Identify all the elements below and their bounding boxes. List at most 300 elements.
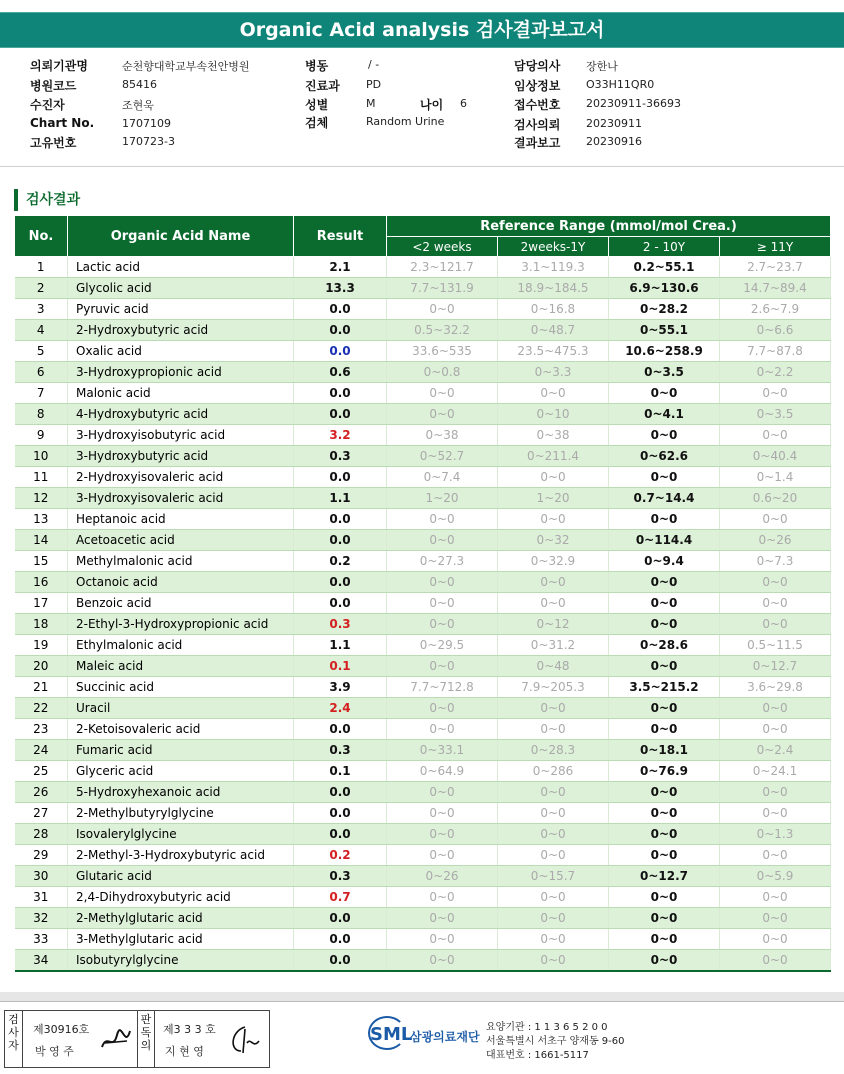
row-ref-2weeks-1y: 0~3.3	[498, 362, 609, 383]
row-ref-lt2weeks: 0~0	[387, 383, 498, 404]
table-row	[15, 320, 831, 341]
patient-value: 조현욱	[122, 99, 154, 112]
row-ref-2weeks-1y: 1~20	[498, 488, 609, 509]
row-ref-2-10y: 0~0	[609, 908, 720, 929]
row-ref-2weeks-1y: 0~28.3	[498, 740, 609, 761]
row-ref-2weeks-1y: 0~48	[498, 656, 609, 677]
row-no: 22	[15, 698, 68, 719]
row-ref-lt2weeks: 0~64.9	[387, 761, 498, 782]
row-result: 0.0	[294, 404, 387, 425]
row-no: 30	[15, 866, 68, 887]
row-ref-2-10y: 0~62.6	[609, 446, 720, 467]
row-ref-2-10y: 6.9~130.6	[609, 278, 720, 299]
row-ref-2-10y: 0~0	[609, 425, 720, 446]
row-ref-lt2weeks: 0~0	[387, 572, 498, 593]
row-name: Glycolic acid	[68, 278, 294, 299]
row-ref-ge11y: 0~40.4	[720, 446, 831, 467]
row-result: 0.0	[294, 803, 387, 824]
resultdate-value: 20230916	[586, 135, 642, 148]
row-name: 2-Ketoisovaleric acid	[68, 719, 294, 740]
row-ref-lt2weeks: 0~0	[387, 929, 498, 950]
row-result: 0.3	[294, 446, 387, 467]
row-no: 24	[15, 740, 68, 761]
row-ref-2weeks-1y: 0~0	[498, 572, 609, 593]
specimen-label: 검체	[305, 116, 329, 130]
row-result: 0.6	[294, 362, 387, 383]
row-ref-2weeks-1y: 0~0	[498, 803, 609, 824]
header-2-10y: 2 - 10Y	[609, 237, 720, 257]
row-name: 2-Methylglutaric acid	[68, 908, 294, 929]
row-ref-2weeks-1y: 0~0	[498, 887, 609, 908]
row-ref-ge11y: 0~0	[720, 887, 831, 908]
table-row	[15, 446, 831, 467]
row-ref-2-10y: 0~12.7	[609, 866, 720, 887]
row-ref-lt2weeks: 0~0	[387, 908, 498, 929]
ward-value: / -	[368, 58, 380, 71]
row-ref-2weeks-1y: 0~38	[498, 425, 609, 446]
row-ref-2weeks-1y: 0~0	[498, 908, 609, 929]
row-ref-2-10y: 3.5~215.2	[609, 677, 720, 698]
header-name: Organic Acid Name	[68, 216, 294, 257]
table-row	[15, 845, 831, 866]
table-row	[15, 425, 831, 446]
row-result: 2.1	[294, 257, 387, 278]
row-ref-2-10y: 10.6~258.9	[609, 341, 720, 362]
row-ref-ge11y: 0~5.9	[720, 866, 831, 887]
row-name: 4-Hydroxybutyric acid	[68, 404, 294, 425]
row-result: 0.0	[294, 383, 387, 404]
row-result: 0.0	[294, 719, 387, 740]
table-row	[15, 950, 831, 972]
row-ref-2-10y: 0~0	[609, 719, 720, 740]
row-ref-ge11y: 2.6~7.9	[720, 299, 831, 320]
row-name: Ethylmalonic acid	[68, 635, 294, 656]
row-no: 11	[15, 467, 68, 488]
table-row	[15, 866, 831, 887]
dept-label: 진료과	[305, 79, 340, 93]
row-name: Heptanoic acid	[68, 509, 294, 530]
request-value: 20230911	[586, 117, 642, 130]
row-ref-lt2weeks: 0~0	[387, 530, 498, 551]
row-no: 21	[15, 677, 68, 698]
table-row	[15, 887, 831, 908]
row-ref-lt2weeks: 0~0	[387, 803, 498, 824]
row-ref-ge11y: 0~26	[720, 530, 831, 551]
row-name: Uracil	[68, 698, 294, 719]
table-row	[15, 593, 831, 614]
row-no: 32	[15, 908, 68, 929]
row-ref-ge11y: 0~0	[720, 698, 831, 719]
row-no: 25	[15, 761, 68, 782]
row-result: 0.0	[294, 593, 387, 614]
row-ref-ge11y: 0~12.7	[720, 656, 831, 677]
row-ref-lt2weeks: 0~27.3	[387, 551, 498, 572]
row-ref-2-10y: 0~18.1	[609, 740, 720, 761]
row-ref-ge11y: 0~7.3	[720, 551, 831, 572]
row-ref-2-10y: 0~0	[609, 887, 720, 908]
row-ref-lt2weeks: 0~0	[387, 404, 498, 425]
row-ref-lt2weeks: 0~52.7	[387, 446, 498, 467]
resultdate-label: 결과보고	[514, 136, 561, 150]
specimen-value: Random Urine	[366, 115, 445, 128]
row-result: 3.9	[294, 677, 387, 698]
row-no: 33	[15, 929, 68, 950]
row-name: 3-Hydroxypropionic acid	[68, 362, 294, 383]
row-name: 3-Hydroxybutyric acid	[68, 446, 294, 467]
row-ref-2-10y: 0~0	[609, 572, 720, 593]
tester-number: 제30916호	[33, 1023, 90, 1036]
row-name: Isobutyrylglycine	[68, 950, 294, 972]
section-title: 검사결과	[14, 189, 80, 211]
table-row	[15, 656, 831, 677]
row-no: 10	[15, 446, 68, 467]
row-no: 1	[15, 257, 68, 278]
row-ref-ge11y: 0.6~20	[720, 488, 831, 509]
row-ref-ge11y: 0~1.4	[720, 467, 831, 488]
row-name: Oxalic acid	[68, 341, 294, 362]
row-no: 16	[15, 572, 68, 593]
row-result: 2.4	[294, 698, 387, 719]
table-row	[15, 761, 831, 782]
row-no: 15	[15, 551, 68, 572]
row-ref-lt2weeks: 33.6~535	[387, 341, 498, 362]
report-footer	[0, 1001, 844, 1074]
row-ref-2weeks-1y: 3.1~119.3	[498, 257, 609, 278]
org-line-3: 대표번호 : 1661-5117	[486, 1050, 589, 1061]
row-no: 6	[15, 362, 68, 383]
row-name: 3-Hydroxyisovaleric acid	[68, 488, 294, 509]
row-ref-ge11y: 0~6.6	[720, 320, 831, 341]
row-result: 1.1	[294, 635, 387, 656]
row-ref-2weeks-1y: 0~286	[498, 761, 609, 782]
ward-label: 병동	[305, 59, 329, 73]
row-ref-2-10y: 0~0	[609, 845, 720, 866]
row-ref-2weeks-1y: 0~32.9	[498, 551, 609, 572]
row-result: 0.1	[294, 656, 387, 677]
code-value: 85416	[122, 78, 157, 91]
row-result: 0.0	[294, 929, 387, 950]
row-no: 2	[15, 278, 68, 299]
row-ref-2weeks-1y: 0~0	[498, 950, 609, 972]
clinical-value: O33H11QR0	[586, 78, 655, 91]
row-name: Acetoacetic acid	[68, 530, 294, 551]
signature-icon	[99, 1025, 133, 1055]
doctor-label: 담당의사	[514, 59, 561, 73]
row-no: 12	[15, 488, 68, 509]
row-result: 0.2	[294, 845, 387, 866]
row-ref-lt2weeks: 0~0.8	[387, 362, 498, 383]
row-ref-lt2weeks: 0~0	[387, 299, 498, 320]
row-ref-ge11y: 0~0	[720, 950, 831, 972]
row-ref-lt2weeks: 2.3~121.7	[387, 257, 498, 278]
row-ref-lt2weeks: 7.7~712.8	[387, 677, 498, 698]
age-value: 6	[460, 97, 467, 110]
row-ref-ge11y: 0~0	[720, 929, 831, 950]
row-result: 0.0	[294, 341, 387, 362]
row-ref-lt2weeks: 1~20	[387, 488, 498, 509]
row-ref-2-10y: 0~28.6	[609, 635, 720, 656]
row-result: 0.2	[294, 551, 387, 572]
row-ref-2-10y: 0~0	[609, 593, 720, 614]
row-ref-2weeks-1y: 23.5~475.3	[498, 341, 609, 362]
row-ref-lt2weeks: 0~0	[387, 782, 498, 803]
row-ref-ge11y: 0~1.3	[720, 824, 831, 845]
row-result: 0.0	[294, 824, 387, 845]
row-ref-ge11y: 2.7~23.7	[720, 257, 831, 278]
table-row	[15, 677, 831, 698]
row-result: 0.0	[294, 950, 387, 972]
table-row	[15, 614, 831, 635]
row-result: 0.0	[294, 908, 387, 929]
receipt-label: 접수번호	[514, 98, 561, 112]
row-ref-2-10y: 0~0	[609, 782, 720, 803]
table-row	[15, 257, 831, 278]
row-ref-lt2weeks: 0~0	[387, 845, 498, 866]
dept-value: PD	[366, 78, 382, 91]
row-ref-2weeks-1y: 0~0	[498, 467, 609, 488]
report-title: Organic Acid analysis 검사결과보고서	[0, 12, 844, 48]
row-ref-ge11y: 0~2.4	[720, 740, 831, 761]
row-ref-ge11y: 14.7~89.4	[720, 278, 831, 299]
row-ref-2weeks-1y: 0~0	[498, 824, 609, 845]
doctor-value: 장한나	[586, 60, 618, 73]
row-no: 26	[15, 782, 68, 803]
hospital-value: 순천향대학교부속천안병원	[122, 60, 250, 73]
row-ref-2-10y: 0.7~14.4	[609, 488, 720, 509]
results-table	[14, 215, 831, 972]
clinical-label: 임상정보	[514, 79, 561, 93]
row-ref-2weeks-1y: 0~0	[498, 782, 609, 803]
table-row	[15, 488, 831, 509]
row-name: 5-Hydroxyhexanoic acid	[68, 782, 294, 803]
header-result: Result	[294, 216, 387, 257]
table-row	[15, 278, 831, 299]
header-no: No.	[15, 216, 68, 257]
table-row	[15, 509, 831, 530]
row-ref-2-10y: 0~4.1	[609, 404, 720, 425]
row-ref-2weeks-1y: 0~0	[498, 383, 609, 404]
row-name: Benzoic acid	[68, 593, 294, 614]
row-ref-2weeks-1y: 7.9~205.3	[498, 677, 609, 698]
row-ref-lt2weeks: 0~0	[387, 824, 498, 845]
row-ref-lt2weeks: 0~7.4	[387, 467, 498, 488]
row-no: 13	[15, 509, 68, 530]
table-row	[15, 299, 831, 320]
signature-icon	[225, 1023, 263, 1057]
row-ref-lt2weeks: 0~0	[387, 509, 498, 530]
table-row	[15, 635, 831, 656]
table-row	[15, 782, 831, 803]
unique-value: 170723-3	[122, 135, 175, 148]
row-name: 2-Hydroxyisovaleric acid	[68, 467, 294, 488]
row-result: 0.0	[294, 530, 387, 551]
row-result: 0.0	[294, 320, 387, 341]
sml-logo-icon	[368, 1018, 413, 1048]
row-ref-ge11y: 3.6~29.8	[720, 677, 831, 698]
row-ref-2-10y: 0~0	[609, 698, 720, 719]
row-no: 5	[15, 341, 68, 362]
row-ref-2-10y: 0~0	[609, 509, 720, 530]
row-ref-lt2weeks: 0~38	[387, 425, 498, 446]
row-no: 28	[15, 824, 68, 845]
row-result: 0.3	[294, 740, 387, 761]
row-ref-2-10y: 0.2~55.1	[609, 257, 720, 278]
row-ref-2-10y: 0~3.5	[609, 362, 720, 383]
row-name: Malonic acid	[68, 383, 294, 404]
table-row	[15, 740, 831, 761]
row-ref-2weeks-1y: 0~32	[498, 530, 609, 551]
row-name: Octanoic acid	[68, 572, 294, 593]
signature-box	[4, 1010, 270, 1068]
patient-info	[0, 52, 844, 167]
row-ref-lt2weeks: 0~33.1	[387, 740, 498, 761]
row-name: 2-Ethyl-3-Hydroxypropionic acid	[68, 614, 294, 635]
sex-label: 성별	[305, 98, 329, 112]
row-name: 3-Hydroxyisobutyric acid	[68, 425, 294, 446]
row-ref-2weeks-1y: 0~0	[498, 929, 609, 950]
row-result: 3.2	[294, 425, 387, 446]
row-ref-2weeks-1y: 0~0	[498, 593, 609, 614]
row-result: 0.3	[294, 614, 387, 635]
row-no: 7	[15, 383, 68, 404]
row-name: Succinic acid	[68, 677, 294, 698]
row-ref-lt2weeks: 7.7~131.9	[387, 278, 498, 299]
row-ref-lt2weeks: 0~26	[387, 866, 498, 887]
row-no: 29	[15, 845, 68, 866]
row-ref-2-10y: 0~0	[609, 803, 720, 824]
sml-logo-text: SML	[370, 1024, 413, 1045]
row-ref-ge11y: 0~0	[720, 572, 831, 593]
row-ref-2weeks-1y: 0~0	[498, 719, 609, 740]
row-name: Glutaric acid	[68, 866, 294, 887]
row-ref-2-10y: 0~0	[609, 383, 720, 404]
row-name: Maleic acid	[68, 656, 294, 677]
tester-name: 박 영 주	[35, 1045, 74, 1058]
row-ref-lt2weeks: 0.5~32.2	[387, 320, 498, 341]
row-result: 0.0	[294, 509, 387, 530]
row-ref-ge11y: 0~2.2	[720, 362, 831, 383]
row-ref-ge11y: 0~0	[720, 908, 831, 929]
row-ref-ge11y: 7.7~87.8	[720, 341, 831, 362]
table-row	[15, 530, 831, 551]
row-name: 2,4-Dihydroxybutyric acid	[68, 887, 294, 908]
request-label: 검사의뢰	[514, 118, 561, 132]
row-ref-ge11y: 0~0	[720, 509, 831, 530]
table-row	[15, 404, 831, 425]
table-row	[15, 362, 831, 383]
row-name: Pyruvic acid	[68, 299, 294, 320]
org-line-2: 서울특별시 서초구 양재동 9-60	[486, 1036, 625, 1047]
row-ref-ge11y: 0~3.5	[720, 404, 831, 425]
row-name: 2-Methyl-3-Hydroxybutyric acid	[68, 845, 294, 866]
row-no: 27	[15, 803, 68, 824]
row-name: 3-Methylglutaric acid	[68, 929, 294, 950]
row-name: 2-Hydroxybutyric acid	[68, 320, 294, 341]
row-ref-lt2weeks: 0~0	[387, 887, 498, 908]
row-ref-2-10y: 0~0	[609, 467, 720, 488]
row-ref-2-10y: 0~0	[609, 950, 720, 972]
row-ref-2-10y: 0~55.1	[609, 320, 720, 341]
row-ref-ge11y: 0~0	[720, 614, 831, 635]
row-ref-2weeks-1y: 0~12	[498, 614, 609, 635]
row-no: 18	[15, 614, 68, 635]
row-ref-2-10y: 0~0	[609, 824, 720, 845]
table-row	[15, 908, 831, 929]
table-row	[15, 383, 831, 404]
row-name: 2-Methylbutyrylglycine	[68, 803, 294, 824]
org-line-1: 요양기관 : 1 1 3 6 5 2 0 0	[486, 1022, 608, 1033]
row-ref-2-10y: 0~0	[609, 614, 720, 635]
hospital-label: 의뢰기관명	[30, 59, 88, 73]
row-result: 0.3	[294, 866, 387, 887]
row-result: 1.1	[294, 488, 387, 509]
row-ref-lt2weeks: 0~0	[387, 656, 498, 677]
table-row	[15, 467, 831, 488]
sex-value: M	[366, 97, 376, 110]
table-row	[15, 803, 831, 824]
row-ref-2-10y: 0~28.2	[609, 299, 720, 320]
tester-label: 검 사 자	[5, 1011, 23, 1067]
row-ref-2weeks-1y: 0~16.8	[498, 299, 609, 320]
row-result: 0.1	[294, 761, 387, 782]
row-ref-lt2weeks: 0~0	[387, 950, 498, 972]
reader-label: 판 독 의	[137, 1011, 155, 1067]
table-row	[15, 572, 831, 593]
row-ref-2weeks-1y: 0~0	[498, 698, 609, 719]
org-name: 삼광의료재단	[410, 1030, 480, 1044]
table-row	[15, 341, 831, 362]
row-no: 19	[15, 635, 68, 656]
table-row	[15, 824, 831, 845]
row-ref-2weeks-1y: 0~10	[498, 404, 609, 425]
row-ref-ge11y: 0~0	[720, 593, 831, 614]
age-label: 나이	[420, 98, 444, 112]
row-ref-2weeks-1y: 0~211.4	[498, 446, 609, 467]
row-ref-2-10y: 0~0	[609, 929, 720, 950]
row-ref-ge11y: 0~0	[720, 803, 831, 824]
row-ref-ge11y: 0.5~11.5	[720, 635, 831, 656]
header-lt2weeks: <2 weeks	[387, 237, 498, 257]
row-no: 34	[15, 950, 68, 972]
reader-name: 지 현 영	[165, 1045, 204, 1058]
row-ref-ge11y: 0~24.1	[720, 761, 831, 782]
table-row	[15, 929, 831, 950]
row-result: 0.0	[294, 299, 387, 320]
row-result: 0.0	[294, 782, 387, 803]
reader-number: 제3 3 3 호	[163, 1023, 216, 1036]
table-row	[15, 551, 831, 572]
row-ref-ge11y: 0~0	[720, 782, 831, 803]
code-label: 병원코드	[30, 79, 77, 93]
row-ref-lt2weeks: 0~0	[387, 698, 498, 719]
row-ref-2weeks-1y: 0~48.7	[498, 320, 609, 341]
row-ref-2weeks-1y: 0~0	[498, 845, 609, 866]
row-ref-lt2weeks: 0~0	[387, 593, 498, 614]
row-ref-ge11y: 0~0	[720, 719, 831, 740]
row-ref-2-10y: 0~76.9	[609, 761, 720, 782]
receipt-value: 20230911-36693	[586, 97, 681, 110]
row-result: 0.0	[294, 467, 387, 488]
row-no: 31	[15, 887, 68, 908]
row-result: 0.7	[294, 887, 387, 908]
chart-value: 1707109	[122, 117, 171, 130]
patient-label: 수진자	[30, 98, 65, 112]
row-result: 13.3	[294, 278, 387, 299]
row-no: 4	[15, 320, 68, 341]
row-name: Fumaric acid	[68, 740, 294, 761]
table-row	[15, 719, 831, 740]
row-result: 0.0	[294, 572, 387, 593]
